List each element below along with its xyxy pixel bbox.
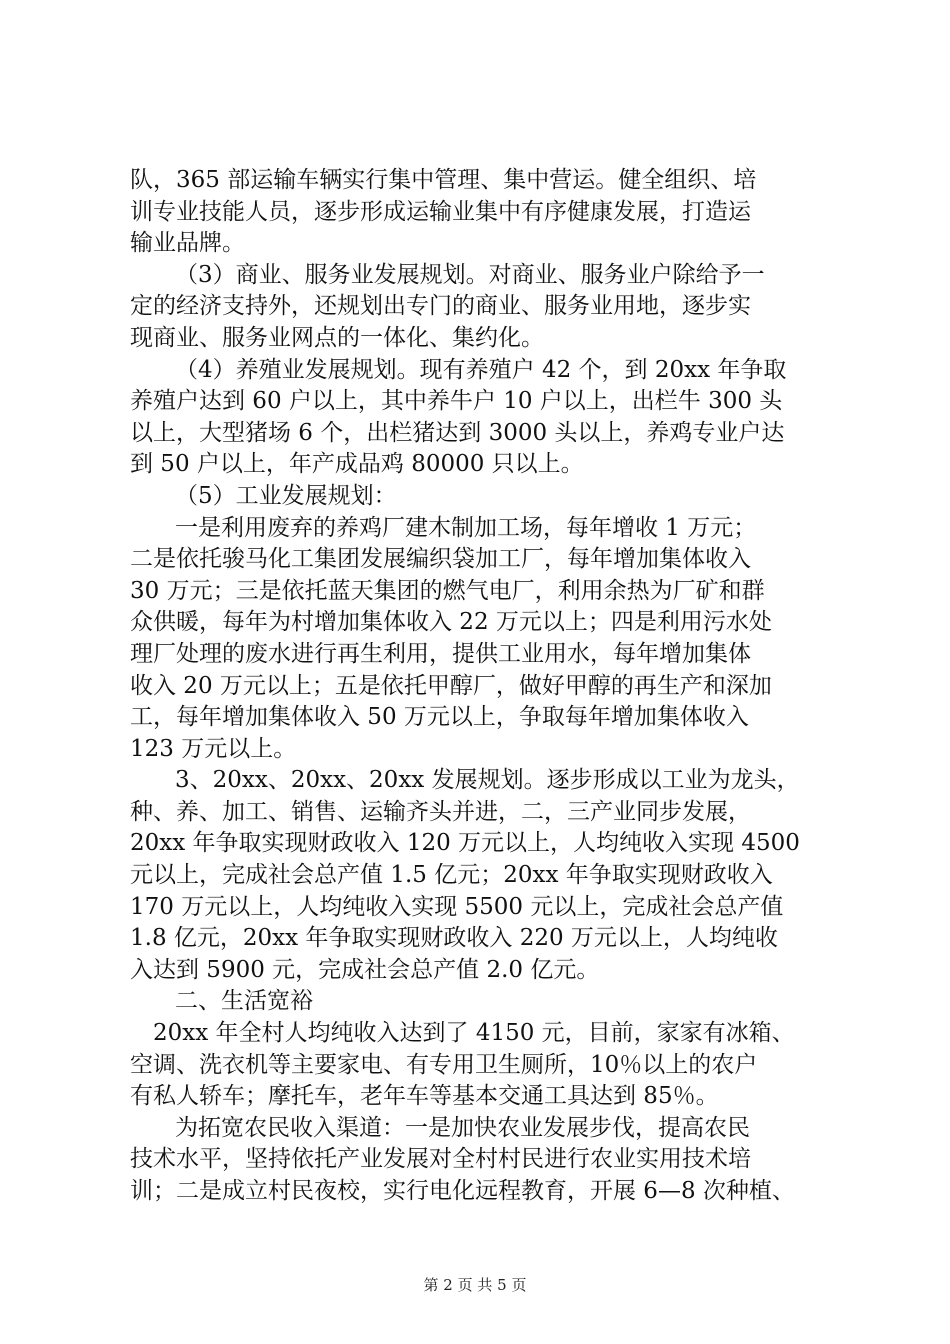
- text-line: 训专业技能人员，逐步形成运输业集中有序健康发展，打造运: [130, 198, 751, 225]
- text-line: 为拓宽农民收入渠道：一是加快农业发展步伐，提高农民: [175, 1114, 750, 1141]
- page-footer: 第 2 页 共 5 页: [423, 1276, 527, 1294]
- text-line: 技术水平，坚持依托产业发展对全村村民进行农业实用技术培: [130, 1146, 751, 1173]
- text-line: 到 50 户以上，年产成品鸡 80000 只以上。: [130, 451, 584, 478]
- text-line: 训；二是成立村民夜校，实行电化远程教育，开展 6—8 次种植、: [130, 1178, 795, 1204]
- text-line: 空调、洗衣机等主要家电、有专用卫生厕所，10％以上的农户: [130, 1051, 758, 1078]
- text-line: 170 万元以上，人均纯收入实现 5500 元以上，完成社会总产值: [130, 893, 784, 920]
- text-line: 20xx 年全村人均纯收入达到了 4150 元，目前，家家有冰箱、: [153, 1020, 795, 1047]
- text-line: 二是依托骏马化工集团发展编织袋加工厂，每年增加集体收入: [130, 546, 751, 573]
- document-body: [130, 165, 850, 1208]
- text-line: 1.8 亿元，20xx 年争取实现财政收入 220 万元以上，人均纯收: [130, 925, 778, 952]
- text-line: 有私人轿车；摩托车，老年车等基本交通工具达到 85％。: [130, 1083, 719, 1110]
- text-line: 现商业、服务业网点的一体化、集约化。: [130, 324, 544, 351]
- text-line: 输业品牌。: [130, 230, 245, 257]
- text-line: 理厂处理的废水进行再生利用，提供工业用水，每年增加集体: [130, 640, 751, 667]
- text-line: 工，每年增加集体收入 50 万元以上，争取每年增加集体收入: [130, 704, 749, 731]
- text-line: 以上，大型猪场 6 个，出栏猪达到 3000 头以上，养鸡专业户达: [130, 419, 785, 446]
- text-line: （5）工业发展规划：: [175, 482, 397, 509]
- text-line: 二、生活宽裕: [175, 988, 313, 1015]
- text-line: 20xx 年争取实现财政收入 120 万元以上，人均纯收入实现 4500: [130, 830, 800, 857]
- text-line: 养殖户达到 60 户以上，其中养牛户 10 户以上，出栏牛 300 头: [130, 388, 783, 415]
- text-line: 30 万元；三是依托蓝天集团的燃气电厂，利用余热为厂矿和群: [130, 577, 765, 604]
- text-line: 123 万元以上。: [130, 735, 297, 762]
- text-line: 一是利用废弃的养鸡厂建木制加工场，每年增收 1 万元；: [175, 514, 757, 541]
- text-line: （3）商业、服务业发展规划。对商业、服务业户除给予一: [175, 261, 765, 288]
- text-line: 定的经济支持外，还规划出专门的商业、服务业用地，逐步实: [130, 293, 751, 320]
- text-line: 元以上，完成社会总产值 1.5 亿元；20xx 年争取实现财政收入: [130, 862, 773, 889]
- text-line: （4）养殖业发展规划。现有养殖户 42 个，到 20xx 年争取: [175, 356, 787, 383]
- text-line: 众供暖，每年为村增加集体收入 22 万元以上；四是利用污水处: [130, 609, 772, 636]
- text-line: 入达到 5900 元，完成社会总产值 2.0 亿元。: [130, 956, 600, 983]
- text-line: 队，365 部运输车辆实行集中管理、集中营运。健全组织、培: [130, 167, 757, 193]
- text-line: 种、养、加工、销售、运输齐头并进，二，三产业同步发展，: [130, 798, 751, 825]
- text-line: 收入 20 万元以上；五是依托甲醇厂，做好甲醇的再生产和深加: [130, 672, 772, 699]
- text-line: 3、20xx、20xx、20xx 发展规划。逐步形成以工业为龙头，: [175, 767, 800, 794]
